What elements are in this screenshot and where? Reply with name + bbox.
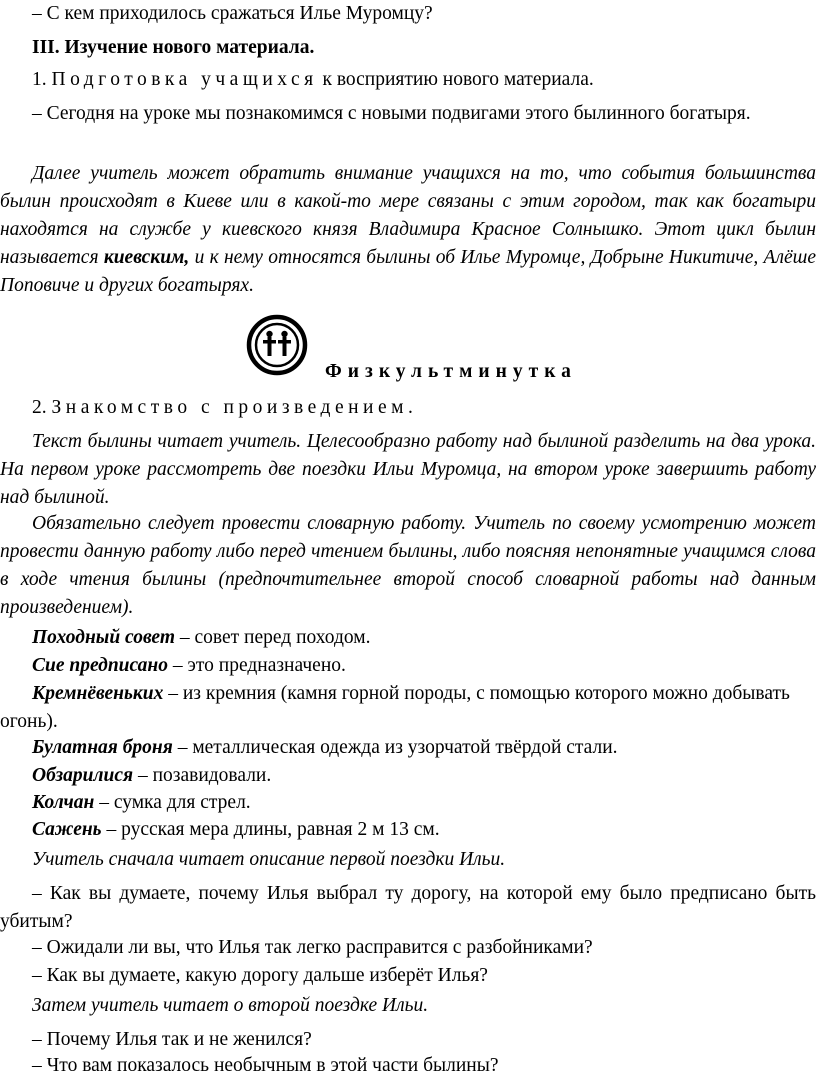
- vocab-definition: металлическая одежда из узорчатой твёрдой стали.: [192, 737, 618, 758]
- vocab-term: Обзарилися: [32, 765, 134, 786]
- vocab-definition: это предназначено.: [187, 655, 346, 676]
- vocab-item: [0, 624, 816, 652]
- section-title: III. Изучение нового материала.: [32, 37, 315, 58]
- question-robbers: – Ожидали ли вы, что Илья так легко расправится с разбойниками?: [32, 937, 593, 958]
- vocab-separator: –: [133, 765, 153, 786]
- teacher-note-part-b: и к нему относятся былины об Илье Муромце, Добрыне Никитиче, Алёше Поповиче и других богатырях.: [0, 247, 816, 296]
- vocab-definition: позавидовали.: [152, 765, 272, 786]
- vocab-item: [0, 652, 816, 680]
- vocab-separator: –: [172, 737, 193, 758]
- vocab-item: [0, 789, 816, 817]
- vocab-item: [0, 734, 816, 762]
- question-enemies: – С кем приходилось сражаться Илье Муромцу?: [32, 3, 433, 24]
- vocab-note: Обязательно следует провести словарную работу. Учитель по своему усмотрению может провести данную работу либо перед чтением былины, либо поясняя непонятные учащимся слова в ходе чтения былины (предпочтительнее второй способ словарной работы над данным произведением).: [0, 513, 816, 618]
- second-trip-note: Затем учитель читает о второй поездке Ильи.: [32, 995, 429, 1016]
- vocab-term: Булатная броня: [32, 737, 173, 758]
- intro-spaced-text: Знакомство с произведением.: [51, 397, 418, 418]
- vocab-item: [0, 762, 816, 790]
- vocab-separator: –: [94, 792, 114, 813]
- vocab-definition: из кремния (камня горной породы, с помощью которого можно добывать огонь).: [0, 683, 790, 732]
- intro-number: 2.: [32, 397, 52, 418]
- vocab-term: Колчан: [32, 792, 95, 813]
- prep-spaced-text: Подготовка учащихся: [51, 69, 318, 90]
- vocab-separator: –: [168, 655, 188, 676]
- intro-heading: [0, 394, 816, 422]
- prep-number: 1.: [32, 69, 52, 90]
- vocab-item: [0, 680, 816, 736]
- prep-rest-text: к восприятию нового материала.: [317, 69, 594, 90]
- teacher-note-part-a: Далее учитель может обратить внимание учащихся на то, что события большинства былин происходят в Киеве или в какой-то мере связаны с этим городом, так как богатыри находятся на службе у киевского князя Владимира Красное Солнышко. Этот цикл былин называется: [0, 163, 816, 268]
- question-next-road: – Как вы думаете, какую дорогу дальше изберёт Илья?: [32, 965, 488, 986]
- today-paragraph: – Сегодня на уроке мы познакомимся с новыми подвигами этого былинного богатыря.: [32, 103, 751, 124]
- two-figures-icon: [246, 314, 308, 376]
- first-trip-note: Учитель сначала читает описание первой поездки Ильи.: [32, 849, 506, 870]
- vocab-definition: русская мера длины, равная 2 м 13 см.: [121, 819, 440, 840]
- vocab-item: [0, 816, 816, 844]
- vocab-term: Походный совет: [32, 627, 175, 648]
- question-married: – Почему Илья так и не женился?: [32, 1029, 312, 1050]
- question-road: – Как вы думаете, почему Илья выбрал ту дорогу, на которой ему было предписано быть убитым?: [0, 883, 816, 932]
- teacher-note-kiev: [0, 160, 816, 300]
- vocab-term: Сажень: [32, 819, 102, 840]
- vocab-term: Кремнёвеньких: [32, 683, 164, 704]
- vocab-definition: совет перед походом.: [194, 627, 371, 648]
- vocab-separator: –: [101, 819, 122, 840]
- reading-note: Текст былины читает учитель. Целесообразно работу над былиной разделить на два урока. На первом уроке рассмотреть две поездки Ильи Муромца, на втором уроке завершить работу над былиной.: [0, 431, 816, 508]
- vocab-separator: –: [163, 683, 183, 704]
- vocab-term: Сие предписано: [32, 655, 168, 676]
- question-unusual: – Что вам показалось необычным в этой части былины?: [32, 1055, 499, 1076]
- prep-heading: [0, 66, 816, 94]
- kievskim-term: киевским,: [103, 247, 190, 268]
- fizkultminutka-heading: Физкультминутка: [325, 361, 577, 382]
- vocab-definition: сумка для стрел.: [113, 792, 251, 813]
- vocab-separator: –: [175, 627, 195, 648]
